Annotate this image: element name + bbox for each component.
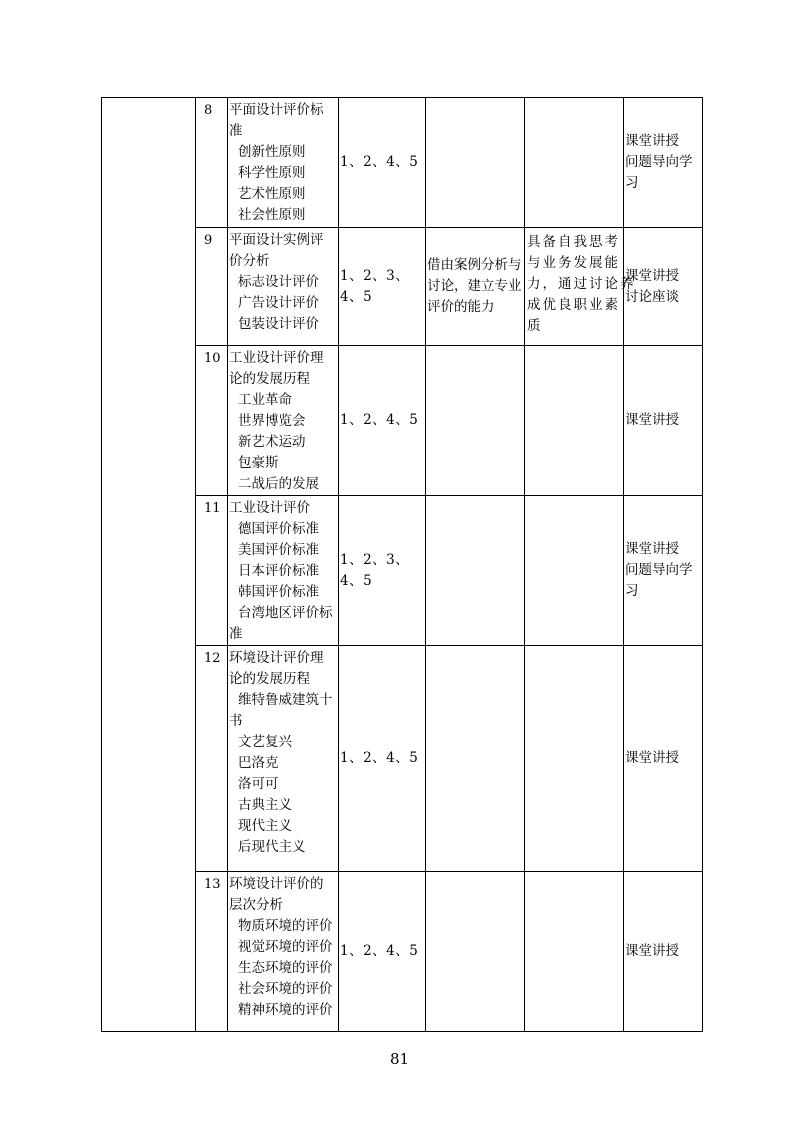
quality-cell bbox=[525, 228, 636, 346]
row-number: 8 bbox=[204, 103, 213, 118]
method-cell bbox=[624, 346, 703, 496]
topic-cell bbox=[228, 646, 339, 872]
subtopic-item: 社会性原则 bbox=[238, 207, 306, 223]
row-number-cell bbox=[196, 496, 228, 646]
course-schedule-table bbox=[101, 97, 703, 1032]
page-number: 81 bbox=[389, 1050, 410, 1068]
subtopic-item: 精神环境的评价 bbox=[238, 1002, 333, 1018]
subtopic-item: 艺术性原则 bbox=[238, 186, 306, 202]
quality-line: 力，通过讨论养 bbox=[527, 276, 636, 292]
goals-text: 1、2、4、5 bbox=[340, 750, 419, 766]
ability-line: 借由案例分析与 bbox=[427, 257, 522, 273]
topic-title-line: 平面设计评价标 bbox=[229, 102, 324, 118]
ability-line: 评价的能力 bbox=[427, 299, 495, 315]
subtopic-item: 德国评价标准 bbox=[238, 521, 319, 537]
method-cell bbox=[624, 646, 703, 872]
ability-cell bbox=[426, 496, 525, 646]
topic-cell bbox=[228, 496, 339, 646]
quality-line: 质 bbox=[527, 318, 541, 334]
table-row bbox=[102, 98, 703, 228]
row-number-cell bbox=[196, 228, 228, 346]
topic-cell bbox=[228, 346, 339, 496]
subtopic-item: 包装设计评价 bbox=[238, 316, 319, 332]
subtopic-item: 社会环境的评价 bbox=[238, 981, 333, 997]
method-cell bbox=[624, 496, 703, 646]
quality-cell bbox=[525, 646, 624, 872]
subtopic-item: 工业革命 bbox=[238, 392, 292, 408]
row-number: 9 bbox=[204, 233, 213, 248]
goals-cell bbox=[339, 346, 426, 496]
row-number: 11 bbox=[204, 501, 221, 516]
subtopic-item: 维特鲁威建筑十 bbox=[238, 692, 333, 708]
method-line: 问题导向学 bbox=[625, 562, 693, 578]
subtopic-item: 文艺复兴 bbox=[238, 734, 292, 750]
subtopic-item: 世界博览会 bbox=[238, 413, 306, 429]
ability-cell bbox=[426, 872, 525, 1032]
goals-text: 1、2、3、4、5 bbox=[340, 267, 410, 305]
method-line: 课堂讲授 bbox=[625, 750, 679, 766]
method-line: 课堂讲授 bbox=[625, 943, 679, 959]
row-number-cell bbox=[196, 646, 228, 872]
method-cell bbox=[624, 872, 703, 1032]
method-line: 问题导向学 bbox=[625, 154, 693, 170]
subtopic-item: 准 bbox=[229, 626, 243, 642]
row-number: 13 bbox=[204, 877, 221, 892]
subtopic-item: 包豪斯 bbox=[238, 455, 279, 471]
topic-title-line: 准 bbox=[229, 123, 243, 139]
subtopic-item: 洛可可 bbox=[238, 776, 279, 792]
ability-cell bbox=[426, 98, 525, 228]
quality-cell bbox=[525, 872, 624, 1032]
topic-title-line: 论的发展历程 bbox=[229, 371, 310, 387]
topic-title-line: 论的发展历程 bbox=[229, 671, 310, 687]
method-cell bbox=[624, 228, 703, 346]
subtopic-item: 二战后的发展 bbox=[238, 476, 319, 492]
goals-text: 1、2、4、5 bbox=[340, 943, 419, 959]
method-cell bbox=[624, 98, 703, 228]
topic-cell bbox=[228, 872, 339, 1032]
row-number-cell bbox=[196, 98, 228, 228]
method-line: 课堂讲授 bbox=[625, 412, 679, 428]
subtopic-item: 书 bbox=[229, 713, 243, 729]
subtopic-item: 创新性原则 bbox=[238, 144, 306, 160]
ability-line: 讨论，建立专业 bbox=[427, 278, 522, 294]
topic-cell bbox=[228, 98, 339, 228]
topic-title-line: 工业设计评价理 bbox=[229, 350, 324, 366]
subtopic-item: 古典主义 bbox=[238, 797, 292, 813]
subtopic-item: 后现代主义 bbox=[238, 839, 306, 855]
quality-cell bbox=[525, 496, 624, 646]
method-line: 习 bbox=[625, 175, 639, 191]
subtopic-item: 韩国评价标准 bbox=[238, 584, 319, 600]
goals-cell bbox=[339, 98, 426, 228]
goals-cell bbox=[339, 646, 426, 872]
method-line: 讨论座谈 bbox=[625, 288, 679, 305]
subtopic-item: 标志设计评价 bbox=[238, 274, 319, 290]
quality-line: 具备自我思考 bbox=[527, 234, 620, 250]
method-line: 课堂讲授 bbox=[625, 541, 679, 557]
subtopic-item: 现代主义 bbox=[238, 818, 292, 834]
subtopic-item: 视觉环境的评价 bbox=[238, 939, 333, 955]
subtopic-item: 物质环境的评价 bbox=[238, 918, 333, 934]
row-number: 10 bbox=[204, 351, 221, 366]
topic-title-line: 价分析 bbox=[229, 253, 270, 269]
subtopic-item: 生态环境的评价 bbox=[238, 960, 333, 976]
topic-title-line: 平面设计实例评 bbox=[229, 232, 324, 248]
row-number-cell bbox=[196, 346, 228, 496]
goals-text: 1、2、4、5 bbox=[340, 154, 419, 170]
ability-cell bbox=[426, 228, 525, 346]
method-line: 课堂讲授 bbox=[625, 133, 679, 149]
topic-title-line: 环境设计评价理 bbox=[229, 650, 324, 666]
method-line: 课堂讲授 bbox=[625, 267, 679, 284]
goals-text: 1、2、4、5 bbox=[340, 412, 419, 428]
ability-cell bbox=[426, 346, 525, 496]
subtopic-item: 日本评价标准 bbox=[238, 563, 319, 579]
quality-line: 成优良职业素 bbox=[527, 297, 620, 313]
topic-title-line: 环境设计评价的 bbox=[229, 876, 324, 892]
row-number-cell bbox=[196, 872, 228, 1032]
quality-cell bbox=[525, 346, 624, 496]
subtopic-item: 新艺术运动 bbox=[238, 434, 306, 450]
subtopic-item: 台湾地区评价标 bbox=[238, 605, 333, 621]
topic-title-line: 层次分析 bbox=[229, 897, 283, 913]
goals-text: 1、2、3、4、5 bbox=[340, 551, 410, 589]
subtopic-item: 科学性原则 bbox=[238, 165, 306, 181]
row-number: 12 bbox=[204, 651, 221, 666]
goals-cell bbox=[339, 228, 426, 346]
method-line: 习 bbox=[625, 583, 639, 599]
subtopic-item: 巴洛克 bbox=[238, 755, 279, 771]
goals-cell bbox=[339, 872, 426, 1032]
subtopic-item: 美国评价标准 bbox=[238, 542, 319, 558]
topic-cell bbox=[228, 228, 339, 346]
quality-line: 与业务发展能 bbox=[527, 255, 620, 271]
ability-cell bbox=[426, 646, 525, 872]
goals-cell bbox=[339, 496, 426, 646]
topic-title-line: 工业设计评价 bbox=[229, 500, 310, 516]
chapter-cell bbox=[102, 98, 196, 1032]
quality-text bbox=[525, 228, 636, 337]
schedule-table-body bbox=[102, 98, 703, 1032]
quality-cell bbox=[525, 98, 624, 228]
subtopic-item: 广告设计评价 bbox=[238, 295, 319, 311]
